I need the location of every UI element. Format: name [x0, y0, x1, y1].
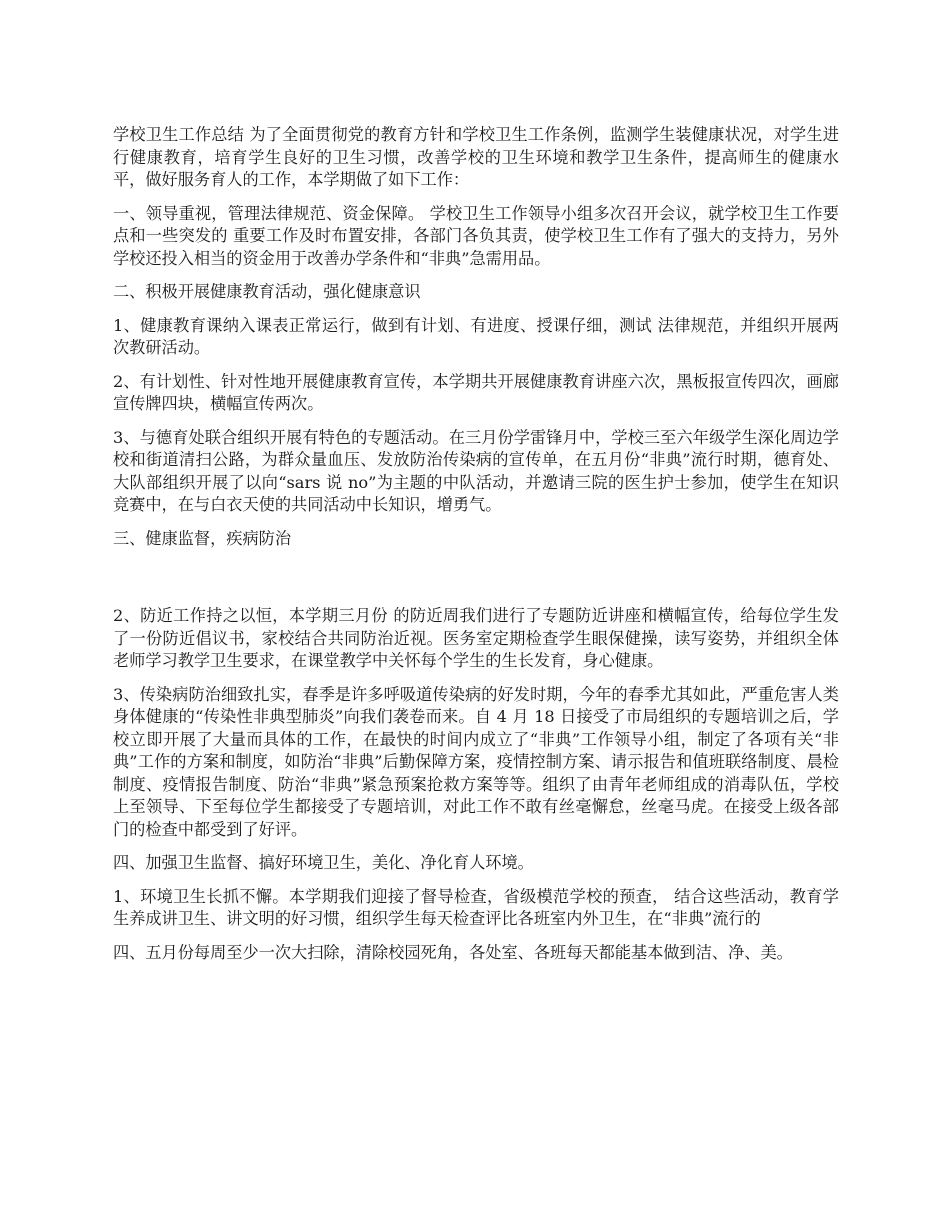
document-body — [113, 124, 839, 975]
intro-paragraph: 学校卫生工作总结 为了全面贯彻党的教育方针和学校卫生工作条例，监测学生装健康状况，对学生进行健康教育，培育学生良好的卫生习惯，改善学校的卫生环境和教学卫生条件，提高师生的健康水平，做好服务育人的工作，本学期做了如下工作： — [113, 125, 839, 189]
section-4-heading: 四、加强卫生监督、搞好环境卫生，美化、净化育人环境。 — [113, 853, 534, 872]
section-3-item-3: 3、传染病防治细致扎实，春季是许多呼吸道传染病的好发时期，今年的春季尤其如此，严重危害人类身体健康的“传染性非典型肺炎”向我们袭卷而来。自 4 月 18 日接受了市局组织的专题培训之后，学校立即开展了大量而具体的工作，在最快的时间内成立了“非典”工作领导小组，制定了各项有关“非典”工作的方案和制度，如防治“非典”后勤保障方案，疫情控制方案、请示报告和值班联络制度、晨检制度、疫情报告制度、防治“非典”紧急预案抢救方案等等。组织了由青年老师组成的消毒队伍，学校上至领导、下至每位学生都接受了专题培训，对此工作不敢有丝毫懈怠，丝毫马虎。在接受上级各部门的检查中都受到了好评。 — [113, 684, 839, 839]
section-1-paragraph: 一、领导重视，管理法律规范、资金保障。 学校卫生工作领导小组多次召开会议，就学校卫生工作要点和一些突发的 重要工作及时布置安排，各部门各负其责，使学校卫生工作有了强大的支持力，另外学校还投入相当的资金用于改善办学条件和“非典”急需用品。 — [113, 203, 839, 268]
section-2-item-3: 3、与德育处联合组织开展有特色的专题活动。在三月份学雷锋月中，学校三至六年级学生深化周边学校和街道清扫公路，为群众量血压、发放防治传染病的宣传单，在五月份“非典”流行时期，德育处、大队部组织开展了以向“sars 说 no”为主题的中队活动，并邀请三院的医生护士参加，使学生在知识竞赛中，在与白衣天使的共同活动中长知识，增勇气。 — [113, 427, 839, 514]
section-3-item-2: 2、防近工作持之以恒，本学期三月份 的防近周我们进行了专题防近讲座和横幅宣传，给每位学生发了一份防近倡议书，家校结合共同防治近视。医务室定期检查学生眼保健操，读写姿势，并组织全体老师学习教学卫生要求，在课堂教学中关怀每个学生的生长发育，身心健康。 — [113, 606, 839, 670]
section-2-item-2: 2、有计划性、针对性地开展健康教育宣传，本学期共开展健康教育讲座六次，黑板报宣传四次，画廊宣传牌四块，横幅宣传两次。 — [113, 371, 839, 413]
section-2-item-1: 1、健康教育课纳入课表正常运行，做到有计划、有进度、授课仔细，测试 法律规范，并组织开展两次教研活动。 — [113, 315, 839, 357]
blank-gap — [113, 561, 839, 605]
section-2-heading: 二、积极开展健康教育活动，强化健康意识 — [113, 282, 421, 301]
section-4-continuation: 四、五月份每周至少一次大扫除，清除校园死角，各处室、各班每天都能基本做到洁、净、美。 — [113, 942, 793, 962]
section-4-item-1: 1、环境卫生长抓不懈。本学期我们迎接了督导检查，省级模范学校的预查， 结合这些活动，教育学生养成讲卫生、讲文明的好习惯，组织学生每天检查评比各班室内外卫生，在“非典”流行的 — [113, 886, 839, 928]
section-3-heading: 三、健康监督，疾病防治 — [113, 528, 292, 548]
